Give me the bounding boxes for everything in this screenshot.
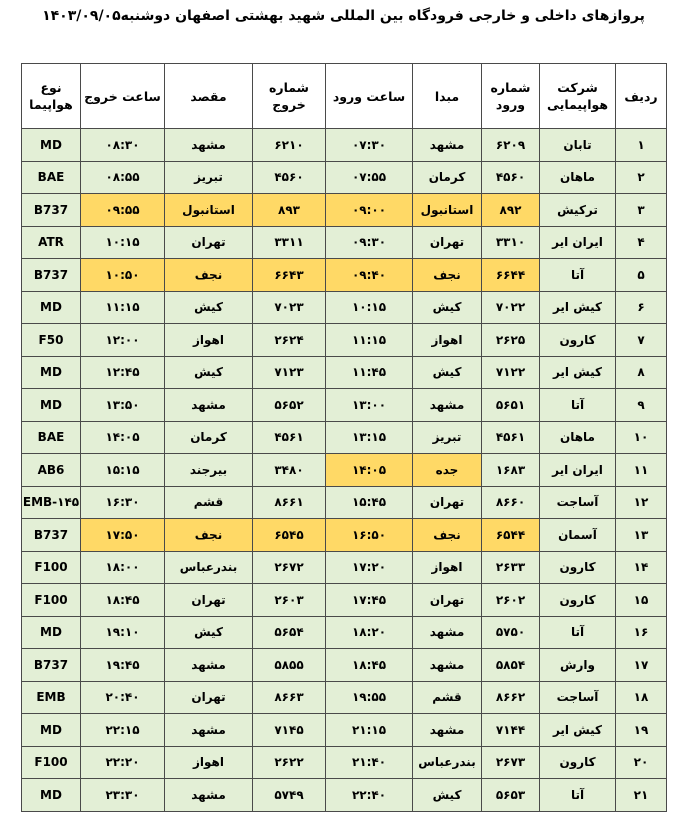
cell-aircraft: MD (22, 616, 81, 649)
table-row (22, 161, 667, 194)
cell-destination: تهران (165, 584, 253, 617)
cell-departure-no: ۵۶۵۲ (253, 389, 326, 422)
cell-origin: استانبول (413, 194, 482, 227)
cell-arrival-time: ۱۱:۴۵ (326, 356, 413, 389)
cell-departure-no: ۳۴۸۰ (253, 454, 326, 487)
cell-departure-time: ۰۸:۳۰ (81, 129, 165, 162)
cell-departure-no: ۵۸۵۵ (253, 649, 326, 682)
cell-aircraft: AB6 (22, 454, 81, 487)
cell-origin: اهواز (413, 324, 482, 357)
cell-departure-time: ۱۵:۱۵ (81, 454, 165, 487)
cell-airline: کیش ایر (540, 291, 616, 324)
cell-arrival-time: ۲۲:۴۰ (326, 779, 413, 812)
cell-arrival-time: ۱۹:۵۵ (326, 681, 413, 714)
cell-origin: مشهد (413, 389, 482, 422)
table-body (22, 129, 667, 812)
cell-arrival-no: ۲۶۰۲ (482, 584, 540, 617)
cell-aircraft: MD (22, 129, 81, 162)
cell-aircraft: B737 (22, 194, 81, 227)
cell-row-no: ۱۷ (616, 649, 667, 682)
cell-row-no: ۱۱ (616, 454, 667, 487)
cell-airline: کارون (540, 746, 616, 779)
cell-arrival-no: ۵۷۵۰ (482, 616, 540, 649)
table-row (22, 649, 667, 682)
table-row (22, 681, 667, 714)
cell-arrival-no: ۵۸۵۴ (482, 649, 540, 682)
cell-origin: تهران (413, 584, 482, 617)
cell-destination: کیش (165, 616, 253, 649)
cell-aircraft: ATR (22, 226, 81, 259)
cell-airline: ترکیش (540, 194, 616, 227)
cell-departure-no: ۲۶۲۴ (253, 324, 326, 357)
cell-arrival-time: ۱۳:۱۵ (326, 421, 413, 454)
cell-aircraft: B737 (22, 519, 81, 552)
cell-arrival-time: ۱۷:۲۰ (326, 551, 413, 584)
header-origin: مبدا (413, 64, 482, 129)
cell-arrival-time: ۰۹:۴۰ (326, 259, 413, 292)
table-row (22, 486, 667, 519)
cell-departure-no: ۷۰۲۳ (253, 291, 326, 324)
cell-airline: ایران ایر (540, 454, 616, 487)
cell-departure-time: ۱۰:۱۵ (81, 226, 165, 259)
cell-arrival-no: ۸۶۶۰ (482, 486, 540, 519)
page-title: پروازهای داخلی و خارجی فرودگاه بین المللی شهید بهشتی اصفهان دوشنبه۱۴۰۳/۰۹/۰۵ (42, 8, 645, 24)
cell-aircraft: MD (22, 291, 81, 324)
cell-origin: کیش (413, 291, 482, 324)
header-departure-time: ساعت خروج (81, 64, 165, 129)
cell-origin: اهواز (413, 551, 482, 584)
cell-origin: نجف (413, 519, 482, 552)
cell-departure-no: ۸۶۶۱ (253, 486, 326, 519)
cell-destination: اهواز (165, 746, 253, 779)
cell-row-no: ۱۲ (616, 486, 667, 519)
table-row (22, 714, 667, 747)
cell-aircraft: MD (22, 356, 81, 389)
cell-arrival-time: ۰۹:۳۰ (326, 226, 413, 259)
cell-airline: ایران ایر (540, 226, 616, 259)
cell-origin: تهران (413, 226, 482, 259)
cell-arrival-no: ۴۵۶۰ (482, 161, 540, 194)
cell-destination: اهواز (165, 324, 253, 357)
cell-arrival-time: ۱۵:۴۵ (326, 486, 413, 519)
cell-arrival-time: ۰۷:۵۵ (326, 161, 413, 194)
cell-destination: نجف (165, 519, 253, 552)
cell-aircraft: EMB-۱۴۵ (22, 486, 81, 519)
cell-departure-no: ۵۷۴۹ (253, 779, 326, 812)
cell-airline: آساجت (540, 486, 616, 519)
cell-row-no: ۲۰ (616, 746, 667, 779)
cell-destination: بندرعباس (165, 551, 253, 584)
cell-destination: بیرجند (165, 454, 253, 487)
table-row (22, 324, 667, 357)
cell-departure-no: ۸۶۶۳ (253, 681, 326, 714)
cell-origin: جده (413, 454, 482, 487)
cell-origin: مشهد (413, 649, 482, 682)
cell-airline: تابان (540, 129, 616, 162)
cell-arrival-time: ۱۰:۱۵ (326, 291, 413, 324)
cell-aircraft: BAE (22, 421, 81, 454)
cell-destination: نجف (165, 259, 253, 292)
cell-destination: تهران (165, 681, 253, 714)
cell-airline: آساجت (540, 681, 616, 714)
table-row (22, 194, 667, 227)
cell-arrival-time: ۱۱:۱۵ (326, 324, 413, 357)
cell-departure-time: ۱۰:۵۰ (81, 259, 165, 292)
cell-destination: مشهد (165, 649, 253, 682)
cell-destination: تهران (165, 226, 253, 259)
cell-departure-time: ۱۸:۰۰ (81, 551, 165, 584)
cell-arrival-time: ۱۸:۴۵ (326, 649, 413, 682)
cell-arrival-no: ۵۶۵۳ (482, 779, 540, 812)
header-arrival-time: ساعت ورود (326, 64, 413, 129)
cell-airline: کارون (540, 324, 616, 357)
cell-departure-time: ۲۰:۴۰ (81, 681, 165, 714)
cell-row-no: ۱ (616, 129, 667, 162)
cell-departure-no: ۶۶۴۳ (253, 259, 326, 292)
cell-departure-time: ۲۳:۳۰ (81, 779, 165, 812)
cell-row-no: ۱۹ (616, 714, 667, 747)
cell-aircraft: EMB (22, 681, 81, 714)
cell-row-no: ۴ (616, 226, 667, 259)
cell-aircraft: F100 (22, 584, 81, 617)
cell-airline: وارش (540, 649, 616, 682)
cell-destination: تبریز (165, 161, 253, 194)
cell-airline: کیش ایر (540, 714, 616, 747)
cell-arrival-no: ۳۳۱۰ (482, 226, 540, 259)
cell-destination: قشم (165, 486, 253, 519)
cell-arrival-time: ۰۹:۰۰ (326, 194, 413, 227)
flight-table (21, 63, 667, 812)
cell-origin: مشهد (413, 616, 482, 649)
header-destination: مقصد (165, 64, 253, 129)
cell-aircraft: MD (22, 714, 81, 747)
table-header-row (22, 64, 667, 129)
header-departure-no: شماره خروج (253, 64, 326, 129)
cell-departure-no: ۸۹۳ (253, 194, 326, 227)
cell-departure-time: ۰۸:۵۵ (81, 161, 165, 194)
cell-departure-no: ۶۵۴۵ (253, 519, 326, 552)
cell-row-no: ۹ (616, 389, 667, 422)
cell-arrival-no: ۲۶۲۵ (482, 324, 540, 357)
header-row-no: ردیف (616, 64, 667, 129)
cell-arrival-no: ۶۲۰۹ (482, 129, 540, 162)
cell-arrival-no: ۶۶۴۴ (482, 259, 540, 292)
cell-departure-time: ۰۹:۵۵ (81, 194, 165, 227)
cell-departure-no: ۷۱۲۳ (253, 356, 326, 389)
header-arrival-no: شماره ورود (482, 64, 540, 129)
cell-destination: استانبول (165, 194, 253, 227)
cell-airline: ماهان (540, 161, 616, 194)
table-row (22, 519, 667, 552)
cell-arrival-time: ۱۷:۴۵ (326, 584, 413, 617)
cell-arrival-no: ۸۶۶۲ (482, 681, 540, 714)
cell-airline: آتا (540, 389, 616, 422)
cell-departure-no: ۴۵۶۱ (253, 421, 326, 454)
cell-row-no: ۱۵ (616, 584, 667, 617)
cell-origin: تبریز (413, 421, 482, 454)
cell-aircraft: MD (22, 389, 81, 422)
cell-airline: آتا (540, 259, 616, 292)
table-row (22, 226, 667, 259)
cell-arrival-time: ۰۷:۳۰ (326, 129, 413, 162)
cell-aircraft: B737 (22, 649, 81, 682)
cell-aircraft: MD (22, 779, 81, 812)
cell-origin: قشم (413, 681, 482, 714)
cell-row-no: ۵ (616, 259, 667, 292)
cell-origin: کیش (413, 356, 482, 389)
cell-airline: کیش ایر (540, 356, 616, 389)
cell-origin: مشهد (413, 129, 482, 162)
cell-row-no: ۱۰ (616, 421, 667, 454)
table-row (22, 356, 667, 389)
cell-row-no: ۳ (616, 194, 667, 227)
cell-departure-no: ۲۶۰۳ (253, 584, 326, 617)
cell-destination: مشهد (165, 129, 253, 162)
table-row (22, 746, 667, 779)
cell-departure-time: ۱۹:۴۵ (81, 649, 165, 682)
table-row (22, 421, 667, 454)
cell-airline: ماهان (540, 421, 616, 454)
table-row (22, 616, 667, 649)
cell-arrival-no: ۱۶۸۳ (482, 454, 540, 487)
cell-departure-no: ۳۳۱۱ (253, 226, 326, 259)
cell-airline: کارون (540, 551, 616, 584)
cell-arrival-no: ۸۹۲ (482, 194, 540, 227)
cell-row-no: ۲۱ (616, 779, 667, 812)
cell-origin: نجف (413, 259, 482, 292)
cell-row-no: ۱۴ (616, 551, 667, 584)
cell-destination: مشهد (165, 389, 253, 422)
cell-departure-time: ۱۶:۳۰ (81, 486, 165, 519)
cell-aircraft: B737 (22, 259, 81, 292)
cell-arrival-time: ۱۶:۵۰ (326, 519, 413, 552)
cell-airline: آتا (540, 616, 616, 649)
cell-departure-time: ۲۲:۲۰ (81, 746, 165, 779)
cell-airline: آتا (540, 779, 616, 812)
cell-departure-time: ۱۳:۵۰ (81, 389, 165, 422)
cell-departure-no: ۴۵۶۰ (253, 161, 326, 194)
cell-departure-no: ۷۱۴۵ (253, 714, 326, 747)
cell-destination: مشهد (165, 714, 253, 747)
cell-origin: تهران (413, 486, 482, 519)
table-row (22, 259, 667, 292)
cell-arrival-time: ۲۱:۴۰ (326, 746, 413, 779)
cell-row-no: ۱۸ (616, 681, 667, 714)
cell-arrival-no: ۶۵۴۴ (482, 519, 540, 552)
cell-departure-time: ۱۲:۴۵ (81, 356, 165, 389)
cell-departure-time: ۱۷:۵۰ (81, 519, 165, 552)
cell-departure-no: ۲۶۷۲ (253, 551, 326, 584)
cell-departure-time: ۱۸:۴۵ (81, 584, 165, 617)
cell-row-no: ۶ (616, 291, 667, 324)
cell-arrival-no: ۴۵۶۱ (482, 421, 540, 454)
cell-row-no: ۱۳ (616, 519, 667, 552)
cell-destination: کیش (165, 291, 253, 324)
cell-departure-no: ۶۲۱۰ (253, 129, 326, 162)
cell-origin: کیش (413, 779, 482, 812)
table-row (22, 551, 667, 584)
cell-aircraft: F50 (22, 324, 81, 357)
table-row (22, 389, 667, 422)
header-aircraft: نوع هواپیما (22, 64, 81, 129)
cell-arrival-time: ۱۸:۲۰ (326, 616, 413, 649)
cell-airline: آسمان (540, 519, 616, 552)
cell-destination: کرمان (165, 421, 253, 454)
header-airline: شرکت هواپیمایی (540, 64, 616, 129)
cell-aircraft: F100 (22, 551, 81, 584)
cell-row-no: ۷ (616, 324, 667, 357)
cell-row-no: ۸ (616, 356, 667, 389)
cell-arrival-no: ۷۱۴۴ (482, 714, 540, 747)
cell-airline: کارون (540, 584, 616, 617)
cell-arrival-no: ۲۶۷۳ (482, 746, 540, 779)
cell-row-no: ۱۶ (616, 616, 667, 649)
cell-arrival-time: ۱۴:۰۵ (326, 454, 413, 487)
table-row (22, 129, 667, 162)
cell-departure-time: ۱۹:۱۰ (81, 616, 165, 649)
cell-departure-no: ۵۶۵۴ (253, 616, 326, 649)
cell-arrival-no: ۲۶۳۳ (482, 551, 540, 584)
cell-departure-time: ۲۲:۱۵ (81, 714, 165, 747)
cell-row-no: ۲ (616, 161, 667, 194)
table-row (22, 584, 667, 617)
cell-arrival-no: ۷۰۲۲ (482, 291, 540, 324)
cell-aircraft: F100 (22, 746, 81, 779)
cell-arrival-no: ۷۱۲۲ (482, 356, 540, 389)
cell-arrival-time: ۱۳:۰۰ (326, 389, 413, 422)
cell-departure-no: ۲۶۲۲ (253, 746, 326, 779)
cell-departure-time: ۱۱:۱۵ (81, 291, 165, 324)
cell-origin: بندرعباس (413, 746, 482, 779)
cell-departure-time: ۱۴:۰۵ (81, 421, 165, 454)
cell-origin: کرمان (413, 161, 482, 194)
cell-arrival-no: ۵۶۵۱ (482, 389, 540, 422)
table-row (22, 779, 667, 812)
cell-arrival-time: ۲۱:۱۵ (326, 714, 413, 747)
table-row (22, 454, 667, 487)
cell-destination: کیش (165, 356, 253, 389)
cell-origin: مشهد (413, 714, 482, 747)
table-row (22, 291, 667, 324)
cell-destination: مشهد (165, 779, 253, 812)
cell-departure-time: ۱۲:۰۰ (81, 324, 165, 357)
cell-aircraft: BAE (22, 161, 81, 194)
